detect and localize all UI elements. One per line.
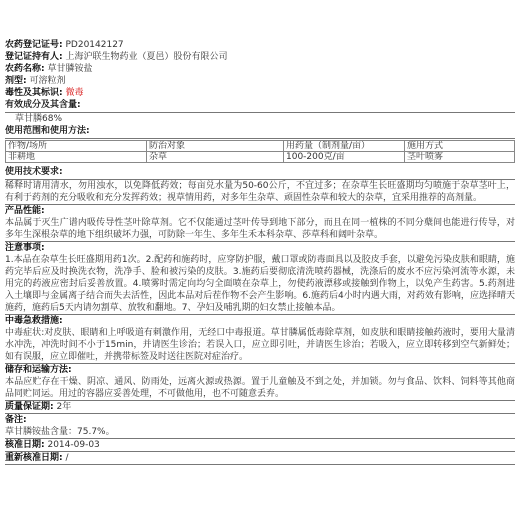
ingredient-value: 草甘膦68% [15, 114, 63, 124]
toxicity-row [5, 87, 515, 99]
warranty-value: 2年 [56, 402, 72, 412]
performance-text: 本品属于灭生广谱内吸传导性茎叶除草剂。它不仅能通过茎叶传导到地下部分，而且在同一植株的不同分蘖间也能进行传导，对多年生深根杂草的地下组织破坏力强，可防除一年生、多年生禾本科杂草、莎草科和阔叶杂草。 [5, 218, 515, 240]
holder-value: 上海沪联生物药业（夏邑）股份有限公司 [65, 52, 228, 62]
reg-number-row [5, 39, 515, 51]
usage-table [5, 140, 515, 163]
usage-cell-crop: 非耕地 [6, 152, 147, 163]
precautions-heading: 注意事项: [5, 243, 45, 253]
first-aid-heading: 中毒急救措施: [5, 316, 63, 326]
reapproval-label: 重新核准日期: [5, 453, 63, 463]
reapproval-row [5, 452, 515, 465]
storage-heading: 储存和运输方法: [5, 365, 72, 375]
pesticide-name-label: 农药名称: [5, 64, 45, 74]
reapproval-value: / [65, 453, 69, 463]
approval-label: 核准日期: [5, 440, 45, 450]
formulation-label: 剂型: [5, 76, 27, 86]
usage-col-method: 施用方式 [405, 141, 515, 152]
pesticide-label-document [5, 39, 515, 465]
formulation-value: 可溶粒剂 [29, 76, 66, 86]
usage-col-target: 防治对象 [147, 141, 284, 152]
performance-heading: 产品性能: [5, 206, 45, 216]
usage-cell-dosage: 100-200克/亩 [284, 152, 405, 163]
table-row [6, 152, 515, 163]
pesticide-name-value: 草甘膦铵盐 [47, 64, 93, 74]
precautions-text: 1.本品在杂草生长旺盛期用药1次。2.配药和施药时，应穿防护服，戴口罩或防毒面具以及胶皮手套，以避免污染皮肤和眼睛，施药完毕后应及时换洗衣物，洗净手、脸和被污染的皮肤。3.施药后要彻底清洗喷药器械，洗涤后的废水不应污染河流等水源，未用完的药液应密封后妥善放置。4.喷雾时需定向均匀全面喷在杂草上，勿使药液漂移或接触到作物上，以免产生药害。5.药剂进入土壤即与金属离子结合而失去活性，因此本品对后茬作物不会产生影响。6.施药后4小时内遇大雨，对药效有影响，应选择晴天施药，施药后5天内请勿割草、放牧和翻地。7、孕妇及哺乳期的妇女禁止接触本品。 [5, 255, 515, 313]
reg-number-value: PD20142127 [65, 40, 124, 50]
toxicity-label: 毒性及其标识: [5, 88, 63, 98]
remarks-value: 草甘膦铵盐含量：75.7%。 [5, 426, 515, 439]
warranty-row [5, 401, 515, 414]
holder-row [5, 51, 515, 63]
usage-cell-target: 杂草 [147, 152, 284, 163]
usage-col-dosage: 用药量（制剂量/亩） [284, 141, 405, 152]
pesticide-name-row [5, 63, 515, 75]
toxicity-value: 微毒 [65, 88, 84, 98]
holder-label: 登记证持有人: [5, 52, 63, 62]
usage-heading: 使用范围和使用方法: [5, 125, 515, 139]
reg-number-label: 农药登记证号: [5, 40, 63, 50]
ingredient-heading: 有效成分及其含量: [5, 99, 515, 113]
remarks-heading: 备注: [5, 415, 27, 425]
tech-heading: 使用技术要求: [5, 166, 515, 180]
approval-value: 2014-09-03 [47, 440, 100, 450]
usage-col-crop: 作物/场所 [6, 141, 147, 152]
formulation-row [5, 75, 515, 87]
storage-text: 本品应贮存在干燥、阴凉、通风、防雨处，远离火源或热源。置于儿童触及不到之处，并加锁。勿与食品、饮料、饲料等其他商品同贮同运。用过的容器应妥善处理，不可做他用，也不可随意丢弃。 [5, 377, 515, 399]
first-aid-text: 中毒症状:对皮肤、眼睛和上呼吸道有刺激作用，无经口中毒报道。草甘膦属低毒除草剂，如皮肤和眼睛接触药液时，要用大量清水冲洗，冲洗时间不小于15min，并请医生诊治；若误入口，应立即引吐，并请医生诊治；若吸入，应立即转移到空气新鲜处；如有误服，应立即催吐，并携带标签及时送往医院对症治疗。 [5, 328, 515, 362]
usage-cell-method: 茎叶喷雾 [405, 152, 515, 163]
warranty-label: 质量保证期: [5, 402, 54, 412]
usage-table-header [6, 141, 515, 152]
tech-text: 稀释时请用清水，勿用浊水，以免降低药效；每亩兑水量为50-60公斤，不宜过多；在杂草生长旺盛期均匀喷施于杂草茎叶上，有利于药剂的充分吸收和充分发挥药效；视草情用药，对多年生杂草、顽固性杂草和较大的杂草，宜采用推荐的高剂量。 [5, 181, 515, 203]
approval-row [5, 439, 515, 452]
